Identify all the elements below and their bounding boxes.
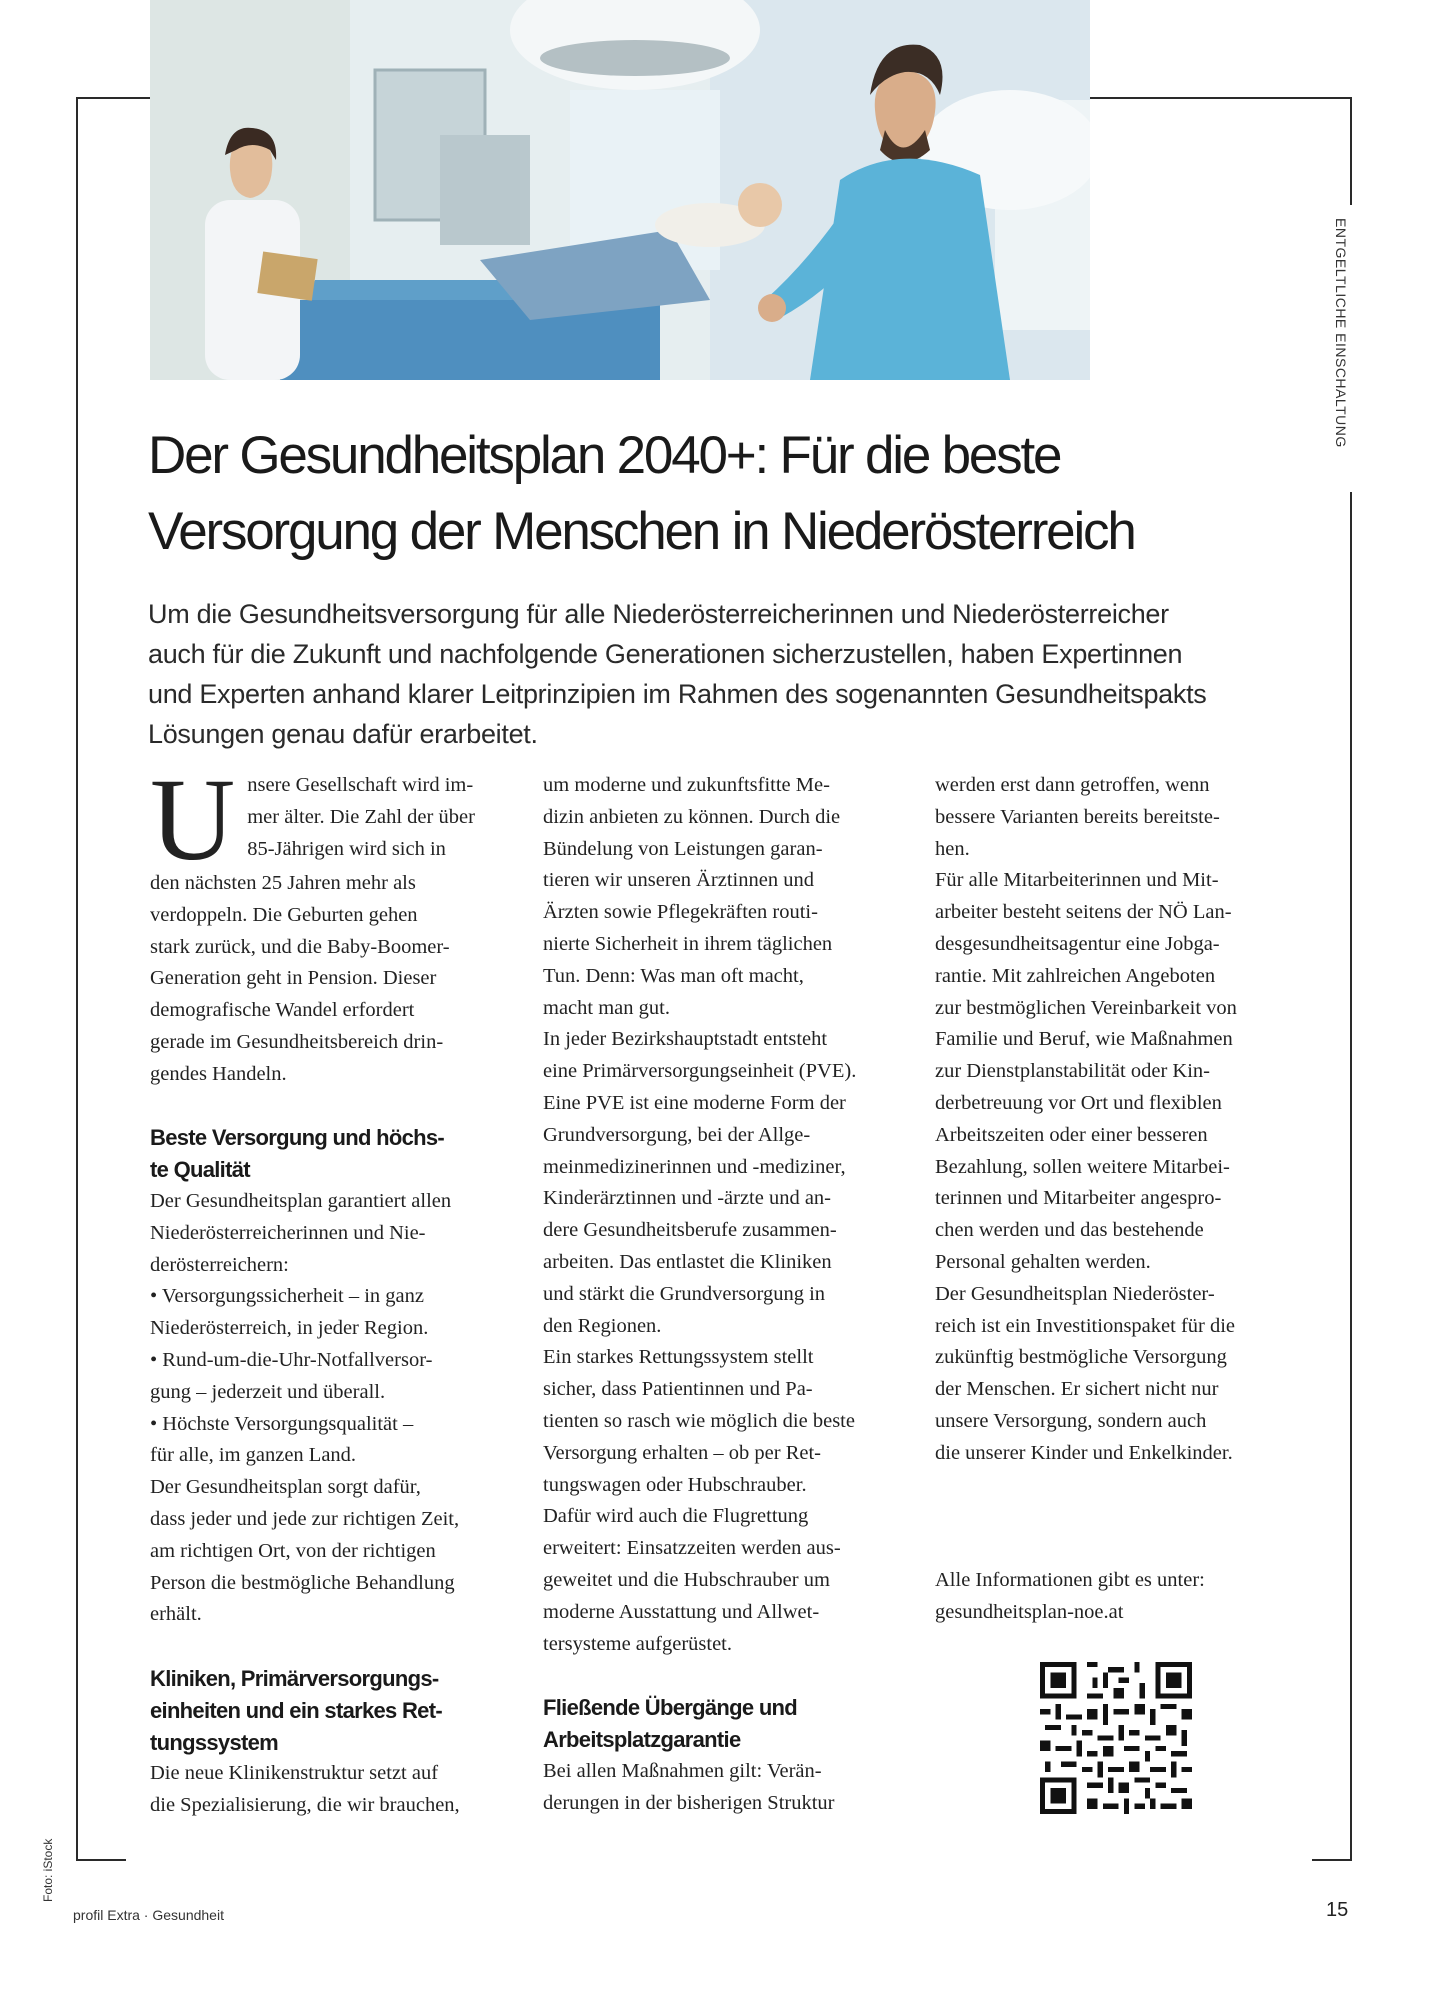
text-line: Bezahlung, sollen weitere Mitarbei-: [935, 1155, 1230, 1178]
text-line: den nächsten 25 Jahren mehr als: [150, 872, 416, 894]
text-line: Versorgung erhalten – ob per Ret-: [543, 1441, 822, 1464]
text-line: sicher, dass Patientinnen und Pa-: [543, 1378, 813, 1401]
text-line: Bei allen Maßnahmen gilt: Verän-: [543, 1759, 822, 1782]
text-line: geweitet und die Hubschrauber um: [543, 1568, 830, 1591]
text-line: Kinderärztinnen und -ärzte und an-: [543, 1187, 832, 1210]
text-line: den Regionen.: [543, 1314, 662, 1337]
text-line: tersysteme aufgerüstet.: [543, 1632, 732, 1655]
spacer: [150, 1631, 515, 1663]
text-line: Der Gesundheitsplan Niederöster-: [935, 1282, 1215, 1305]
column-2: [543, 770, 913, 1819]
photo-credit-text: Foto: iStock: [41, 1838, 55, 1902]
frame-right-bottom: [1312, 1859, 1352, 1861]
section-heading: te Qualität: [150, 1157, 250, 1183]
text-line: hen.: [935, 837, 970, 860]
text-line: terinnen und Mitarbeiter angespro-: [935, 1187, 1222, 1210]
text-line: dizin anbieten zu können. Durch die: [543, 805, 841, 828]
text-line: zur bestmöglichen Vereinbarkeit von: [935, 996, 1237, 1019]
frame-left-vertical: [76, 97, 78, 1861]
text-line: tieren wir unseren Ärztinnen und: [543, 869, 814, 892]
text-line: arbeiten. Das entlastet die Kliniken: [543, 1250, 832, 1273]
text-line: zur Dienstplanstabilität oder Kin-: [935, 1060, 1210, 1083]
text-line: desgesundheitsagentur eine Jobga-: [935, 932, 1220, 955]
section-heading: Beste Versorgung und höchs-: [150, 1125, 445, 1151]
text-line: erhält.: [150, 1603, 202, 1626]
text-line: um moderne und zukunftsfitte Me-: [543, 774, 830, 796]
photo-credit: [38, 1822, 58, 1902]
text-line: nsere Gesellschaft wird im-: [247, 774, 474, 796]
text-line: arbeiter besteht seitens der NÖ Lan-: [935, 901, 1232, 924]
text-line: am richtigen Ort, von der richtigen: [150, 1539, 436, 1562]
text-line: moderne Ausstattung und Allwet-: [543, 1600, 820, 1623]
section-heading: tungssystem: [150, 1729, 279, 1755]
text-line: die Spezialisierung, die wir brauchen,: [150, 1794, 460, 1817]
frame-left-bottom: [76, 1859, 126, 1861]
info-line: Alle Informationen gibt es unter:: [935, 1568, 1205, 1591]
text-line: werden erst dann getroffen, wenn: [935, 774, 1210, 796]
spacer: [150, 1091, 515, 1123]
lead-line: auch für die Zukunft und nachfolgende Generationen sicherzustellen, haben Expertinnen: [148, 639, 1183, 669]
text-line: derbetreuung vor Ort und flexiblen: [935, 1091, 1222, 1114]
text-line: für alle, im ganzen Land.: [150, 1444, 357, 1467]
hero-photo: [150, 0, 1090, 380]
text-line: Ärzten sowie Pflegekräften routi-: [543, 901, 818, 924]
info-link[interactable]: gesundheitsplan-noe.at: [935, 1600, 1124, 1623]
text-line: dass jeder und jede zur richtigen Zeit,: [150, 1507, 460, 1530]
text-line: derösterreichern:: [150, 1253, 289, 1276]
text-line: stark zurück, und die Baby-Boomer-: [150, 935, 450, 958]
text-line: reich ist ein Investitionspaket für die: [935, 1314, 1236, 1337]
text-line: chen werden und das bestehende: [935, 1219, 1204, 1242]
text-line: verdoppeln. Die Geburten gehen: [150, 903, 418, 926]
text-line: die unserer Kinder und Enkelkinder.: [935, 1441, 1233, 1464]
text-line: rantie. Mit zahlreichen Angeboten: [935, 964, 1216, 987]
text-line: nierte Sicherheit in ihrem täglichen: [543, 932, 833, 955]
text-line: 85-Jährigen wird sich in: [247, 837, 446, 860]
spacer: [935, 1501, 1305, 1533]
text-line: Person die bestmögliche Behandlung: [150, 1571, 455, 1594]
text-line: Der Gesundheitsplan sorgt dafür,: [150, 1476, 421, 1499]
bullet-line: • Höchste Versorgungsqualität –: [150, 1412, 414, 1435]
bullet-line: • Rund-um-die-Uhr-Notfallversor-: [150, 1348, 433, 1371]
text-line: gendes Handeln.: [150, 1062, 287, 1085]
text-line: Für alle Mitarbeiterinnen und Mit-: [935, 869, 1219, 892]
text-line: Tun. Denn: Was man oft macht,: [543, 964, 804, 987]
text-line: Personal gehalten werden.: [935, 1250, 1151, 1273]
frame-right-vertical-bottom: [1350, 492, 1352, 1861]
text-line: zukünftig bestmögliche Versorgung: [935, 1346, 1227, 1369]
lead-line: und Experten anhand klarer Leitprinzipien im Rahmen des sogenannten Gesundheitspakts: [148, 679, 1207, 709]
text-line: Grundversorgung, bei der Allge-: [543, 1123, 811, 1146]
side-label: [1330, 218, 1352, 480]
text-line: macht man gut.: [543, 996, 670, 1019]
column-3: [935, 770, 1305, 1629]
text-line: Niederösterreich, in jeder Region.: [150, 1317, 429, 1340]
section-heading: Arbeitsplatzgarantie: [543, 1726, 741, 1752]
text-line: dere Gesundheitsberufe zusammen-: [543, 1219, 837, 1242]
text-line: Der Gesundheitsplan garantiert allen: [150, 1189, 452, 1212]
text-line: erweitert: Einsatzzeiten werden aus-: [543, 1537, 841, 1560]
text-line: der Menschen. Er sichert nicht nur: [935, 1378, 1219, 1401]
title-line: Versorgung der Menschen in Niederösterreich: [148, 502, 1135, 561]
text-line: unsere Versorgung, sondern auch: [935, 1409, 1207, 1432]
text-line: demografische Wandel erfordert: [150, 999, 415, 1022]
text-line: Arbeitszeiten oder einer besseren: [935, 1123, 1208, 1146]
text-line: mer älter. Die Zahl der über: [247, 805, 475, 828]
text-line: In jeder Bezirkshauptstadt entsteht: [543, 1028, 828, 1051]
publication-name: profil Extra · Gesundheit: [73, 1907, 224, 1923]
page-title: [148, 418, 1328, 570]
page-number: 15: [1326, 1899, 1349, 1921]
frame-right-vertical-top: [1350, 97, 1352, 205]
lead-paragraph: [148, 594, 1348, 754]
spacer: [935, 1533, 1305, 1565]
text-line: und stärkt die Grundversorgung in: [543, 1282, 826, 1305]
spacer: [543, 1660, 913, 1692]
text-line: Bündelung von Leistungen garan-: [543, 837, 823, 860]
text-line: gerade im Gesundheitsbereich drin-: [150, 1030, 444, 1053]
text-line: eine Primärversorgungseinheit (PVE).: [543, 1060, 857, 1083]
section-heading: Kliniken, Primärversorgungs-: [150, 1665, 439, 1691]
text-line: Eine PVE ist eine moderne Form der: [543, 1091, 846, 1114]
text-line: derungen in der bisherigen Struktur: [543, 1791, 835, 1814]
column-1: [150, 754, 515, 1822]
text-line: gung – jederzeit und überall.: [150, 1380, 386, 1403]
text-line: meinmedizinerinnen und -mediziner,: [543, 1155, 846, 1178]
drop-cap: U: [150, 754, 236, 885]
text-line: Die neue Klinikenstruktur setzt auf: [150, 1762, 439, 1785]
side-label-text: ENTGELTLICHE EINSCHALTUNG: [1333, 218, 1349, 448]
qr-code[interactable]: [1040, 1662, 1192, 1814]
frame-right-top: [1090, 97, 1352, 99]
section-heading: Fließende Übergänge und: [543, 1695, 798, 1721]
lead-line: Um die Gesundheitsversorgung für alle Niederösterreicherinnen und Niederösterreicher: [148, 599, 1169, 629]
hero-illustration: [150, 0, 1090, 380]
section-heading: einheiten und ein starkes Ret-: [150, 1697, 442, 1723]
text-line: Familie und Beruf, wie Maßnahmen: [935, 1028, 1233, 1051]
text-line: Ein starkes Rettungssystem stellt: [543, 1346, 814, 1369]
bullet-line: • Versorgungssicherheit – in ganz: [150, 1285, 425, 1308]
spacer: [935, 1470, 1305, 1502]
text-line: Generation geht in Pension. Dieser: [150, 967, 437, 990]
text-line: tienten so rasch wie möglich die beste: [543, 1409, 855, 1432]
lead-line: Lösungen genau dafür erarbeitet.: [148, 719, 538, 749]
title-line: Der Gesundheitsplan 2040+: Für die beste: [148, 426, 1061, 485]
text-line: tungswagen oder Hubschrauber.: [543, 1473, 807, 1496]
frame-left-top: [76, 97, 150, 99]
text-line: bessere Varianten bereits bereitste-: [935, 805, 1220, 828]
text-line: Dafür wird auch die Flugrettung: [543, 1505, 809, 1528]
text-line: Niederösterreicherinnen und Nie-: [150, 1221, 426, 1244]
